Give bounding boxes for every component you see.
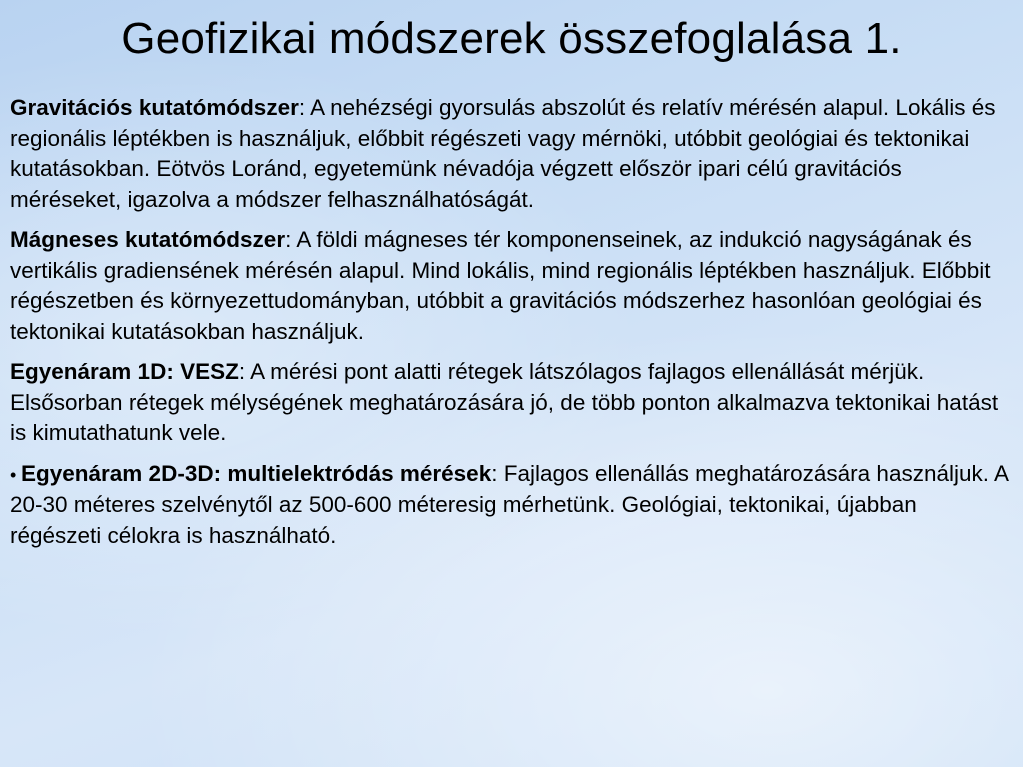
paragraph-magnetic — [10, 225, 1014, 347]
paragraph-dc-1d — [10, 357, 1014, 449]
text-magnetic: : A földi mágneses tér komponenseinek, az indukció nagyságának és vertikális gradiensének mérésén alapul. Mind lokális, mind regionális léptékben használjuk. Előbbit régészetben és környezettudományban, utóbbit a gravitációs módszerhez hasonlóan geológiai és tektonikai kutatásokban használjuk. — [10, 227, 991, 344]
term-dc-1d: Egyenáram 1D: VESZ — [10, 359, 239, 384]
text-dc-2d3d: : Fajlagos ellenállás meghatározására használjuk. A 20-30 méteres szelvénytől az 500-600 méteresig mérhetünk. Geológiai, tektonikai, újabban régészeti célokra is használható. — [10, 460, 1008, 548]
paragraph-gravity — [10, 93, 1014, 215]
term-magnetic: Mágneses kutatómódszer — [10, 227, 286, 252]
text-dc-1d: : A mérési pont alatti rétegek látszólagos fajlagos ellenállását mérjük. Elsősorban rétegek mélységének meghatározására jó, de több ponton alkalmazva tektonikai hatást is kimutathatunk vele. — [10, 359, 999, 445]
term-gravity: Gravitációs kutatómódszer — [10, 95, 299, 120]
slide-title: Geofizikai módszerek összefoglalása 1. — [121, 14, 902, 63]
term-dc-2d3d: Egyenáram 2D-3D: multielektródás mérések — [21, 460, 492, 486]
paragraph-dc-2d3d — [10, 459, 1014, 552]
slide-content — [10, 93, 1014, 561]
bullet-icon: • — [10, 464, 17, 485]
text-gravity: : A nehézségi gyorsulás abszolút és relatív mérésén alapul. Lokális és regionális léptékben is használjuk, előbbit régészeti vagy mérnöki, utóbbit geológiai és tektonikai kutatásokban. Eötvös Loránd, egyetemünk névadója végzett először ipari célú gravitációs méréseket, igazolva a módszer felhasználhatóságát. — [10, 95, 996, 212]
